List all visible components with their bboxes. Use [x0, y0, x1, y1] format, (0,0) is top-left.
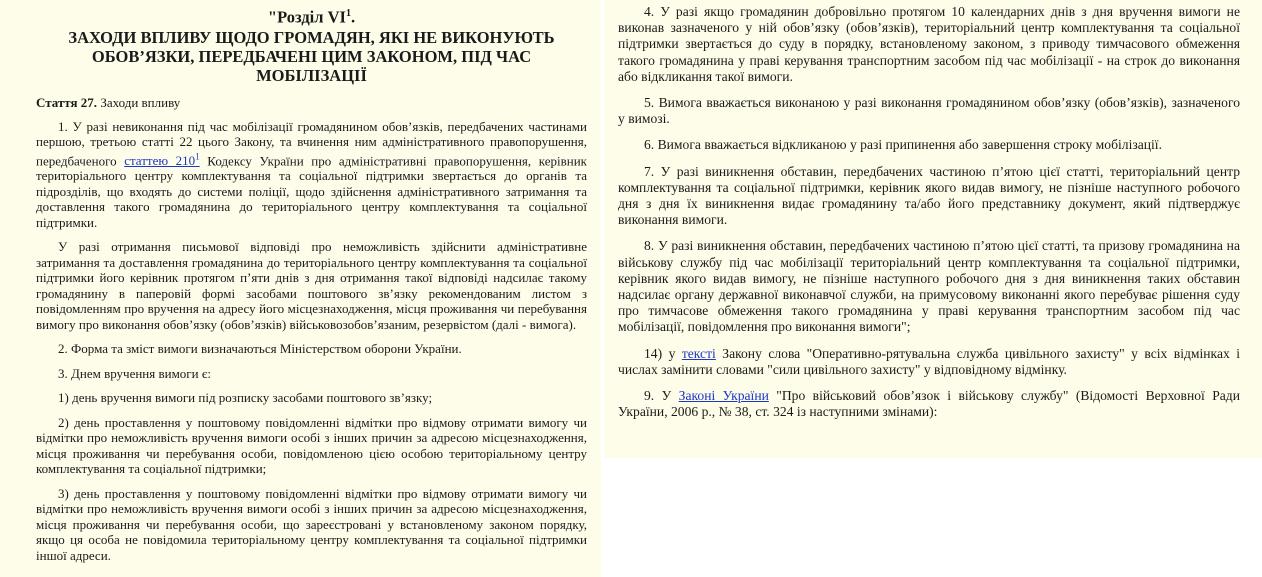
- paragraph-right-6: [618, 346, 1240, 378]
- paragraph-right-7: [618, 388, 1240, 420]
- paragraph-right-3: 6. Вимога вважається відкликаною у разі припинення або завершення строку мобілізації.: [644, 137, 1162, 153]
- left-document-panel: [0, 0, 601, 577]
- article-number: Стаття 27.: [36, 94, 98, 110]
- paragraph-1: [36, 119, 587, 231]
- paragraph-7: 3) день проставлення у поштовому повідомленні відмітки про відмову отримати вимогу чи відмітки про неможливість вручення вимоги особі з інших причин за адресою місцезнаходження, місця проживання чи перебування особи, що зареєстровані у встановленому законом порядку, якщо ця особа не повідомила територіальному центру комплектування та соціальної підтримки іншої адреси.: [36, 485, 587, 563]
- paragraph-right-6-text-before: 14) у: [644, 345, 682, 361]
- paragraph-right-6-text-after: Закону слова "Оперативно-рятувальна служба цивільного захисту" у всіх відмінках і числах замінити словами "сили цивільного захисту" у відповідному відмінку.: [618, 345, 1240, 377]
- section-title-end: .: [350, 7, 356, 27]
- article-210-link[interactable]: [124, 153, 200, 168]
- paragraph-6: 2) день проставлення у поштовому повідомленні відмітки про відмову отримати вимогу чи відмітки про неможливість вручення вимоги особі з інших причин за адресою місцезнаходження, місця проживання чи перебування особи, повідомленою цією особою територіальному центру комплектування та соціальної підтримки;: [36, 414, 587, 477]
- text-link[interactable]: тексті: [681, 345, 716, 361]
- right-document-panel: [604, 0, 1262, 458]
- paragraph-right-4: 7. У разі виникнення обставин, передбачених частиною п’ятою цієї статті, територіальний центр комплектування та соціальної підтримки, керівник якого видав вимогу, не пізніше наступного робочого дня з дня їх виникнення видає громадянину та/або його представнику документ, який підтверджує виконання вимоги.: [618, 163, 1240, 228]
- section-title: [36, 4, 587, 27]
- paragraph-right-2: 5. Вимога вважається виконаною у разі виконання громадянином обов’язку (обов’язків), зазначеного у вимозі.: [618, 95, 1240, 127]
- paragraph-right-7-text-after: "Про військовий обов’язок і військову службу" (Відомості Верховної Ради України, 2006 р., № 38, ст. 324 із наступними змінами):: [618, 388, 1241, 420]
- paragraph-right-1: 4. У разі якщо громадянин добровільно протягом 10 календарних днів з дня вручення вимоги не виконав зазначеного у ній обов’язку (обов’язків), територіальний центр комплектування та соціальної підтримки звертається до суду в порядку, встановленому законом, з приводу тимчасового обмеження такого громадянина у праві керування транспортним засобом під час мобілізації - на строк до виконання або відкликання такої вимоги.: [618, 4, 1240, 84]
- article-heading: [36, 95, 587, 111]
- paragraph-2: У разі отримання письмової відповіді про неможливість здійснити адміністративне затримання та доставлення громадянина до територіального центру комплектування та соціальної підтримки його керівник протягом п’яти днів з дня отримання такої відповіді надсилає такому громадянину в паперовій формі засобами поштового зв’язку рекомендованим листом з повідомленням про вручення на адресу його місцезнаходження, місця проживання чи перебування вимогу про виконання обов’язку (обов’язків) військовозобов’язаним, резервістом (далі - вимога).: [36, 239, 587, 332]
- paragraph-5: 1) день вручення вимоги під розписку засобами поштового зв’язку;: [58, 390, 433, 406]
- paragraph-right-7-text-before: 9. У: [644, 388, 679, 404]
- article-title: Заходи впливу: [100, 94, 181, 110]
- article-210-link-superscript: 1: [195, 151, 200, 162]
- paragraph-1-text-after: Кодексу України про адміністративні правопорушення, керівник територіального центру комплектування та соціальної підтримки звертається до органів та підрозділів, що входять до системи поліції, щодо здійснення адміністративного затримання та доставлення такого громадянина до територіального центру комплектування та соціальної підтримки.: [36, 152, 587, 230]
- paragraph-right-5: 8. У разі виникнення обставин, передбачених частиною п’ятою цієї статті, та призову громадянина на військову службу під час мобілізації територіальний центр комплектування та соціальної підтримки, керівник якого видав вимогу, не пізніше наступного робочого дня з дня виникнення таких обставин надсилає органу державної виконавчої служби, на примусовому виконанні якого перебуває рішення суду про тимчасове обмеження такого громадянина у праві керування транспортним засобом під час мобілізації, повідомлення про виконання вимоги";: [618, 238, 1240, 335]
- paragraph-4: 3. Днем вручення вимоги є:: [58, 365, 212, 381]
- section-title-text: "Розділ VI: [267, 7, 346, 27]
- paragraph-1-text-before: 1. У разі невиконання під час мобілізації громадянином обов’язків, передбачених частинами першою, третьою статті 22 цього Закону, та вчинення ним адміністративного правопорушення, передбаченого: [36, 118, 587, 168]
- article-210-link-text: статтею 210: [124, 152, 196, 168]
- section-heading: ЗАХОДИ ВПЛИВУ ЩОДО ГРОМАДЯН, ЯКІ НЕ ВИКОНУЮТЬ ОБОВ’ЯЗКИ, ПЕРЕДБАЧЕНІ ЦИМ ЗАКОНОМ, ПІД ЧАС МОБІЛІЗАЦІЇ: [68, 27, 555, 85]
- section-title-superscript: 1: [345, 8, 351, 19]
- law-of-ukraine-link[interactable]: Законі України: [678, 388, 769, 404]
- paragraph-3: 2. Форма та зміст вимоги визначаються Міністерством оборони України.: [58, 341, 462, 357]
